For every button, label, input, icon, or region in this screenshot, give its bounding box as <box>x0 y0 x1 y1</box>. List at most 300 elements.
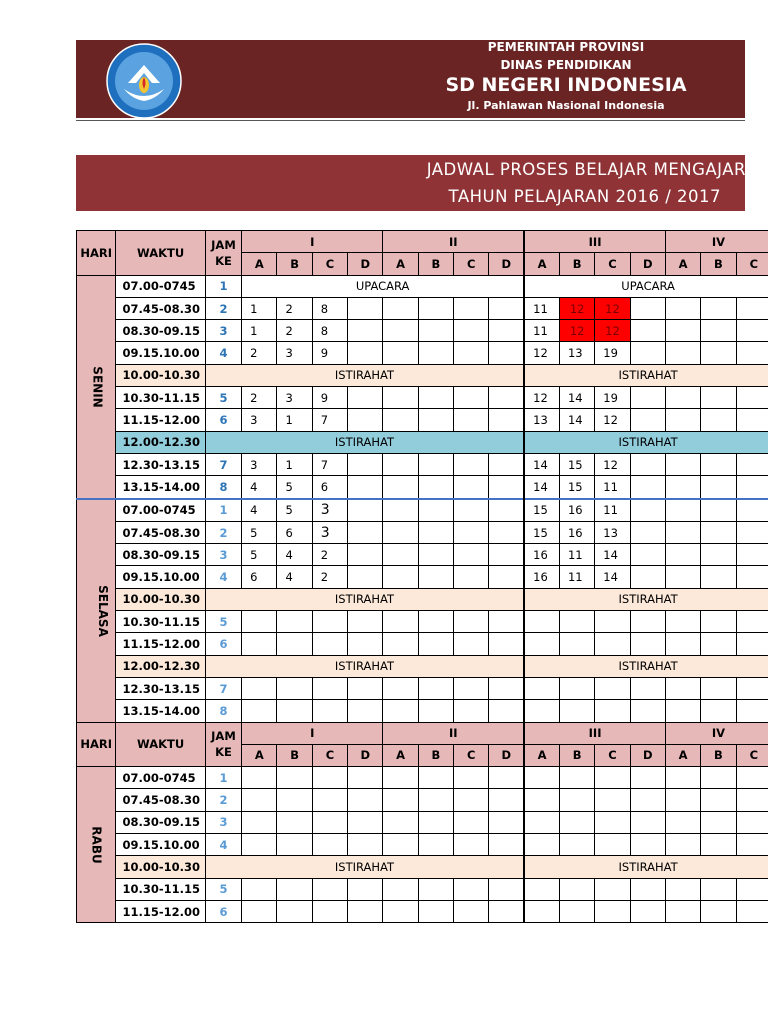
schedule-cell <box>665 521 700 543</box>
schedule-cell: 13 <box>524 409 559 431</box>
schedule-cell <box>454 700 489 722</box>
time-cell: 08.30-09.15 <box>116 811 205 833</box>
schedule-cell <box>383 900 418 922</box>
table-row <box>77 431 768 453</box>
section-header: B <box>559 253 594 275</box>
school-name: SD NEGERI INDONESIA <box>445 74 687 96</box>
schedule-cell: 12 <box>595 409 630 431</box>
schedule-cell <box>312 633 347 655</box>
schedule-cell <box>489 900 524 922</box>
schedule-cell <box>559 834 594 856</box>
schedule-cell <box>701 297 736 319</box>
schedule-cell <box>736 811 768 833</box>
break-label: ISTIRAHAT <box>205 364 524 386</box>
schedule-cell <box>242 789 277 811</box>
schedule-cell <box>277 834 312 856</box>
waktu-header: WAKTU <box>116 231 205 276</box>
schedule-cell <box>454 453 489 475</box>
schedule-cell <box>418 476 453 499</box>
schedule-cell <box>454 476 489 499</box>
column-header-row <box>77 722 768 744</box>
schedule-cell <box>736 387 768 409</box>
section-header: C <box>454 253 489 275</box>
schedule-cell <box>242 767 277 789</box>
schedule-cell <box>418 878 453 900</box>
section-header: D <box>630 744 665 766</box>
schedule-cell <box>348 566 383 588</box>
schedule-cell <box>630 499 665 522</box>
period-number: 8 <box>205 476 241 499</box>
schedule-cell <box>630 342 665 364</box>
schedule-cell <box>418 342 453 364</box>
schedule-cell <box>348 789 383 811</box>
schedule-cell <box>383 476 418 499</box>
section-header: C <box>312 253 347 275</box>
schedule-cell <box>701 700 736 722</box>
schedule-cell <box>630 789 665 811</box>
schedule-cell <box>489 700 524 722</box>
schedule-cell <box>489 499 524 522</box>
class-header: I <box>242 231 383 253</box>
schedule-cell <box>736 789 768 811</box>
period-number: 1 <box>205 499 241 522</box>
section-header: D <box>348 253 383 275</box>
schedule-cell: 4 <box>242 476 277 499</box>
table-row <box>77 342 768 364</box>
schedule-cell: 3 <box>242 409 277 431</box>
schedule-cell <box>524 878 559 900</box>
schedule-cell: 16 <box>524 544 559 566</box>
schedule-cell <box>489 633 524 655</box>
schedule-cell <box>383 387 418 409</box>
break-label: ISTIRAHAT <box>205 431 524 453</box>
schedule-cell <box>383 320 418 342</box>
schedule-cell <box>312 767 347 789</box>
schedule-cell <box>665 677 700 699</box>
table-row <box>77 409 768 431</box>
schedule-cell: 12 <box>524 342 559 364</box>
time-cell: 10.30-11.15 <box>116 611 205 633</box>
schedule-cell <box>630 453 665 475</box>
header-divider <box>76 120 745 121</box>
schedule-cell: 3 <box>277 342 312 364</box>
section-header: B <box>418 253 453 275</box>
section-header: A <box>242 253 277 275</box>
schedule-cell <box>665 387 700 409</box>
schedule-cell <box>701 611 736 633</box>
day-label <box>77 499 116 722</box>
schedule-cell <box>736 342 768 364</box>
schedule-cell <box>665 476 700 499</box>
schedule-cell <box>630 297 665 319</box>
schedule-cell <box>665 700 700 722</box>
schedule-cell <box>454 878 489 900</box>
schedule-cell <box>348 700 383 722</box>
schedule-cell <box>736 900 768 922</box>
schedule-table <box>76 230 768 923</box>
schedule-cell <box>489 677 524 699</box>
schedule-cell: 15 <box>559 453 594 475</box>
schedule-cell <box>242 700 277 722</box>
schedule-cell <box>454 611 489 633</box>
waktu-header: WAKTU <box>116 722 205 767</box>
schedule-cell <box>665 499 700 522</box>
schedule-cell <box>489 453 524 475</box>
schedule-cell <box>524 700 559 722</box>
period-number: 4 <box>205 342 241 364</box>
break-label: ISTIRAHAT <box>205 588 524 610</box>
time-cell: 10.00-10.30 <box>116 588 205 610</box>
schedule-cell <box>383 544 418 566</box>
period-number: 7 <box>205 453 241 475</box>
jam-ke-header: JAM KE <box>205 231 241 276</box>
schedule-cell <box>630 611 665 633</box>
schedule-cell <box>418 900 453 922</box>
table-row <box>77 655 768 677</box>
schedule-cell <box>665 633 700 655</box>
time-cell: 10.00-10.30 <box>116 364 205 386</box>
break-label: ISTIRAHAT <box>524 431 768 453</box>
schedule-cell: 3 <box>312 499 347 522</box>
schedule-cell: 14 <box>524 476 559 499</box>
table-row <box>77 566 768 588</box>
schedule-cell <box>489 387 524 409</box>
schedule-cell: 7 <box>312 409 347 431</box>
schedule-cell <box>454 811 489 833</box>
schedule-cell <box>630 566 665 588</box>
schedule-cell <box>454 521 489 543</box>
section-header: D <box>630 253 665 275</box>
schedule-cell: 12 <box>595 297 630 319</box>
table-row <box>77 275 768 297</box>
schedule-cell <box>418 453 453 475</box>
schedule-cell <box>348 677 383 699</box>
schedule-cell <box>348 611 383 633</box>
schedule-cell <box>242 834 277 856</box>
schedule-cell <box>736 544 768 566</box>
schedule-cell: 15 <box>524 499 559 522</box>
time-cell: 10.30-11.15 <box>116 387 205 409</box>
time-cell: 12.00-12.30 <box>116 655 205 677</box>
schedule-cell <box>701 566 736 588</box>
section-header: A <box>242 744 277 766</box>
schedule-cell <box>736 566 768 588</box>
schedule-cell <box>524 789 559 811</box>
tut-wuri-handayani-logo-icon <box>106 43 182 119</box>
schedule-cell <box>630 834 665 856</box>
schedule-cell <box>665 342 700 364</box>
schedule-cell <box>489 476 524 499</box>
schedule-cell <box>701 834 736 856</box>
schedule-cell: 14 <box>559 409 594 431</box>
schedule-cell <box>595 633 630 655</box>
time-cell: 07.45-08.30 <box>116 789 205 811</box>
schedule-cell <box>736 499 768 522</box>
table-row <box>77 476 768 499</box>
schedule-cell <box>595 611 630 633</box>
section-header: C <box>736 744 768 766</box>
schedule-cell <box>383 342 418 364</box>
time-cell: 13.15-14.00 <box>116 700 205 722</box>
schedule-cell <box>348 387 383 409</box>
schedule-cell <box>454 544 489 566</box>
schedule-cell <box>736 453 768 475</box>
schedule-cell <box>383 677 418 699</box>
schedule-cell <box>348 811 383 833</box>
schedule-cell <box>348 544 383 566</box>
schedule-cell <box>701 320 736 342</box>
schedule-cell <box>630 900 665 922</box>
schedule-cell <box>524 677 559 699</box>
schedule-cell <box>418 767 453 789</box>
schedule-cell: 16 <box>559 499 594 522</box>
schedule-cell <box>701 544 736 566</box>
class-header: III <box>524 722 665 744</box>
schedule-cell <box>383 499 418 522</box>
table-row <box>77 611 768 633</box>
schedule-cell: 16 <box>559 521 594 543</box>
period-number: 5 <box>205 387 241 409</box>
schedule-cell: 19 <box>595 342 630 364</box>
schedule-cell <box>348 342 383 364</box>
schedule-cell <box>454 789 489 811</box>
schedule-cell: 14 <box>595 544 630 566</box>
time-cell: 07.00-0745 <box>116 275 205 297</box>
schedule-cell <box>383 297 418 319</box>
schedule-cell: 9 <box>312 387 347 409</box>
time-cell: 09.15.10.00 <box>116 834 205 856</box>
schedule-cell <box>383 453 418 475</box>
table-row <box>77 453 768 475</box>
schedule-cell <box>559 611 594 633</box>
schedule-cell <box>736 677 768 699</box>
period-number: 8 <box>205 700 241 722</box>
schedule-cell <box>454 499 489 522</box>
period-number: 7 <box>205 677 241 699</box>
period-number: 3 <box>205 811 241 833</box>
period-number: 2 <box>205 297 241 319</box>
schedule-cell <box>312 677 347 699</box>
ceremony-label: UPACARA <box>242 275 525 297</box>
schedule-cell <box>665 834 700 856</box>
schedule-cell <box>383 789 418 811</box>
schedule-cell <box>524 811 559 833</box>
table-row <box>77 856 768 878</box>
schedule-cell <box>383 834 418 856</box>
schedule-cell <box>348 767 383 789</box>
schedule-cell <box>595 767 630 789</box>
section-header: D <box>348 744 383 766</box>
schedule-cell: 4 <box>242 499 277 522</box>
schedule-cell <box>277 767 312 789</box>
schedule-cell: 14 <box>595 566 630 588</box>
schedule-cell: 11 <box>595 499 630 522</box>
break-label: ISTIRAHAT <box>524 655 768 677</box>
schedule-cell <box>242 811 277 833</box>
schedule-cell <box>665 767 700 789</box>
schedule-cell <box>665 544 700 566</box>
section-header: C <box>595 253 630 275</box>
break-label: ISTIRAHAT <box>524 856 768 878</box>
schedule-cell <box>595 789 630 811</box>
schedule-cell <box>418 409 453 431</box>
schedule-cell: 12 <box>595 320 630 342</box>
schedule-cell <box>630 878 665 900</box>
column-header-row <box>77 231 768 253</box>
schedule-cell <box>312 700 347 722</box>
schedule-cell <box>665 789 700 811</box>
schedule-cell <box>454 834 489 856</box>
schedule-cell <box>489 544 524 566</box>
schedule-cell <box>489 320 524 342</box>
schedule-cell <box>630 633 665 655</box>
schedule-cell <box>418 566 453 588</box>
period-number: 1 <box>205 275 241 297</box>
schedule-cell: 13 <box>559 342 594 364</box>
schedule-cell <box>277 700 312 722</box>
schedule-cell <box>348 521 383 543</box>
schedule-cell <box>277 789 312 811</box>
break-label: ISTIRAHAT <box>205 856 524 878</box>
table-row <box>77 811 768 833</box>
schedule-cell <box>242 677 277 699</box>
schedule-cell <box>277 878 312 900</box>
schedule-cell <box>418 611 453 633</box>
table-row <box>77 297 768 319</box>
time-cell: 09.15.10.00 <box>116 566 205 588</box>
schedule-cell <box>701 767 736 789</box>
time-cell: 07.45-08.30 <box>116 297 205 319</box>
ceremony-label: UPACARA <box>524 275 768 297</box>
schedule-cell: 12 <box>524 387 559 409</box>
period-number: 1 <box>205 767 241 789</box>
schedule-cell <box>701 633 736 655</box>
day-name: SENIN <box>90 365 105 408</box>
time-cell: 12.00-12.30 <box>116 431 205 453</box>
day-label <box>77 275 116 498</box>
schedule-cell: 2 <box>242 387 277 409</box>
schedule-cell: 16 <box>524 566 559 588</box>
schedule-cell <box>454 320 489 342</box>
period-number: 6 <box>205 409 241 431</box>
schedule-cell <box>630 677 665 699</box>
schedule-cell <box>383 633 418 655</box>
page-subtitle: TAHUN PELAJARAN 2016 / 2017 <box>448 187 721 206</box>
section-header: B <box>701 744 736 766</box>
section-header: B <box>277 744 312 766</box>
schedule-cell <box>242 878 277 900</box>
schedule-cell <box>559 900 594 922</box>
schedule-cell: 6 <box>277 521 312 543</box>
schedule-cell <box>630 320 665 342</box>
section-header: C <box>454 744 489 766</box>
schedule-cell <box>312 900 347 922</box>
class-header: II <box>383 722 524 744</box>
schedule-cell <box>489 409 524 431</box>
schedule-cell <box>348 453 383 475</box>
schedule-cell <box>665 297 700 319</box>
schedule-cell <box>630 521 665 543</box>
schedule-cell <box>348 320 383 342</box>
table-row <box>77 544 768 566</box>
time-cell: 11.15-12.00 <box>116 900 205 922</box>
schedule-cell <box>489 767 524 789</box>
schedule-cell: 13 <box>595 521 630 543</box>
day-label <box>77 767 116 923</box>
class-header: II <box>383 231 524 253</box>
schedule-cell: 6 <box>242 566 277 588</box>
schedule-cell <box>701 811 736 833</box>
section-header: B <box>559 744 594 766</box>
schedule-cell <box>383 409 418 431</box>
schedule-cell <box>454 409 489 431</box>
schedule-cell <box>348 409 383 431</box>
schedule-cell <box>736 297 768 319</box>
schedule-cell: 15 <box>559 476 594 499</box>
schedule-cell <box>383 878 418 900</box>
schedule-cell: 14 <box>559 387 594 409</box>
schedule-cell: 4 <box>277 566 312 588</box>
schedule-cell <box>559 633 594 655</box>
schedule-cell <box>418 499 453 522</box>
schedule-cell <box>736 409 768 431</box>
period-number: 6 <box>205 900 241 922</box>
time-cell: 09.15.10.00 <box>116 342 205 364</box>
schedule-cell <box>454 342 489 364</box>
schedule-cell <box>736 320 768 342</box>
schedule-cell <box>489 789 524 811</box>
schedule-cell <box>348 878 383 900</box>
schedule-cell <box>736 767 768 789</box>
schedule-cell <box>454 767 489 789</box>
schedule-cell <box>489 811 524 833</box>
schedule-cell <box>524 611 559 633</box>
class-header: III <box>524 231 665 253</box>
schedule-cell <box>489 297 524 319</box>
period-number: 3 <box>205 320 241 342</box>
schedule-cell: 2 <box>277 320 312 342</box>
schedule-cell <box>383 611 418 633</box>
schedule-cell <box>595 811 630 833</box>
schedule-cell: 2 <box>277 297 312 319</box>
schedule-cell <box>630 700 665 722</box>
day-name: SELASA <box>95 584 110 637</box>
schedule-cell <box>383 521 418 543</box>
table-row <box>77 521 768 543</box>
schedule-cell <box>665 320 700 342</box>
table-row <box>77 834 768 856</box>
section-header: C <box>312 744 347 766</box>
time-cell: 11.15-12.00 <box>116 633 205 655</box>
schedule-cell <box>701 453 736 475</box>
schedule-cell <box>277 811 312 833</box>
table-row <box>77 700 768 722</box>
section-header: C <box>595 744 630 766</box>
time-cell: 13.15-14.00 <box>116 476 205 499</box>
schedule-cell <box>312 611 347 633</box>
schedule-cell <box>418 811 453 833</box>
schedule-cell: 12 <box>559 297 594 319</box>
time-cell: 10.30-11.15 <box>116 878 205 900</box>
schedule-cell <box>701 677 736 699</box>
table-row <box>77 767 768 789</box>
period-number: 6 <box>205 633 241 655</box>
schedule-cell <box>595 834 630 856</box>
schedule-cell: 8 <box>312 320 347 342</box>
schedule-cell: 2 <box>242 342 277 364</box>
schedule-cell <box>665 811 700 833</box>
schedule-cell <box>383 566 418 588</box>
